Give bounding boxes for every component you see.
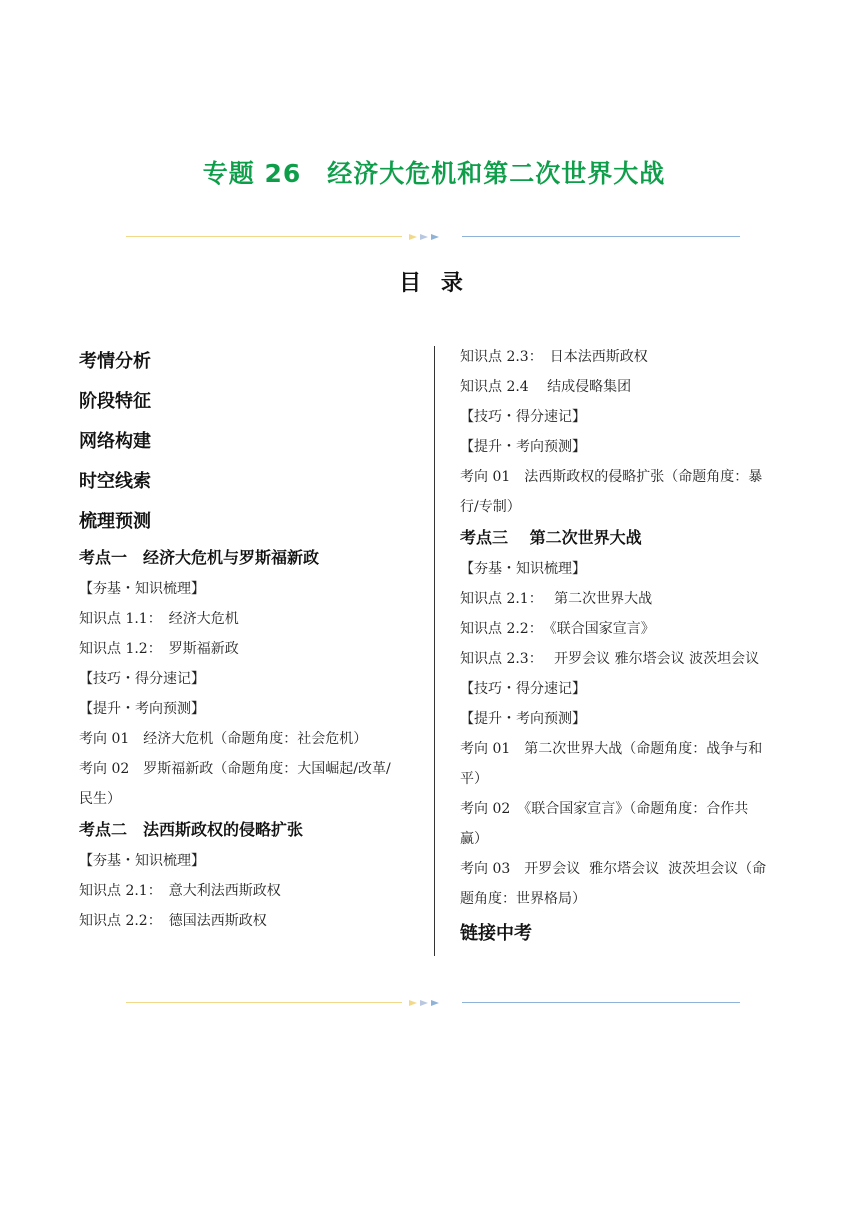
divider-arrows-icon [409, 999, 453, 1007]
divider-line-right [462, 1002, 740, 1003]
toc-entry[interactable]: 【提升・考向预测】 [79, 701, 205, 717]
divider-line-left [126, 1002, 402, 1003]
toc-entry[interactable]: 【夯基・知识梳理】 [79, 581, 205, 597]
toc-entry[interactable]: 考向 03 开罗会议 雅尔塔会议 波茨坦会议（命 题角度：世界格局） [460, 861, 767, 907]
toc-section-heading[interactable]: 网络构建 [79, 431, 151, 452]
toc-entry[interactable]: 知识点 1.1： 经济大危机 [79, 611, 239, 627]
toc-section-heading[interactable]: 链接中考 [460, 923, 532, 944]
toc-entry[interactable]: 【技巧・得分速记】 [79, 671, 205, 687]
toc-entry[interactable]: 知识点 2.1： 第二次世界大战 [460, 591, 653, 607]
toc-left-column [79, 342, 419, 936]
toc-entry[interactable]: 知识点 2.4 结成侵略集团 [460, 379, 632, 395]
toc-entry[interactable]: 考向 02 《联合国家宣言》（命题角度：合作共 赢） [460, 801, 749, 847]
column-divider [434, 346, 435, 956]
toc-right-column [460, 342, 800, 954]
page-title: 专题 26 经济大危机和第二次世界大战 [202, 159, 666, 188]
divider-arrows-icon [409, 233, 453, 241]
toc-section-heading[interactable]: 考情分析 [79, 351, 151, 372]
toc-entry[interactable]: 知识点 2.3： 日本法西斯政权 [460, 349, 648, 365]
toc-entry[interactable]: 【提升・考向预测】 [460, 439, 586, 455]
toc-entry[interactable]: 知识点 2.1： 意大利法西斯政权 [79, 883, 281, 899]
toc-section-heading[interactable]: 时空线索 [79, 471, 151, 492]
toc-section-heading[interactable]: 梳理预测 [79, 511, 151, 532]
top-divider [126, 233, 740, 241]
divider-line-left [126, 236, 402, 237]
toc-entry[interactable]: 知识点 2.2： 《联合国家宣言》 [460, 621, 655, 637]
toc-entry[interactable]: 考向 02 罗斯福新政（命题角度：大国崛起/改革/ 民生） [79, 761, 391, 807]
toc-entry[interactable]: 知识点 2.2： 德国法西斯政权 [79, 913, 267, 929]
toc-heading: 目 录 [399, 271, 469, 296]
toc-entry[interactable]: 【提升・考向预测】 [460, 711, 586, 727]
toc-entry[interactable]: 【技巧・得分速记】 [460, 681, 586, 697]
toc-kaodian-heading[interactable]: 考点三 第二次世界大战 [460, 528, 642, 547]
toc-entry[interactable]: 考向 01 法西斯政权的侵略扩张（命题角度：暴 行/专制） [460, 469, 763, 515]
toc-section-heading[interactable]: 阶段特征 [79, 391, 151, 412]
toc-kaodian-heading[interactable]: 考点一 经济大危机与罗斯福新政 [79, 548, 320, 567]
toc-entry[interactable]: 考向 01 经济大危机（命题角度：社会危机） [79, 731, 368, 747]
toc-entry[interactable]: 【技巧・得分速记】 [460, 409, 586, 425]
toc-entry[interactable]: 考向 01 第二次世界大战（命题角度：战争与和 平） [460, 741, 763, 787]
toc-entry[interactable]: 知识点 1.2： 罗斯福新政 [79, 641, 239, 657]
toc-entry[interactable]: 【夯基・知识梳理】 [460, 561, 586, 577]
toc-entry[interactable]: 知识点 2.3： 开罗会议 雅尔塔会议 波茨坦会议 [460, 651, 760, 667]
divider-line-right [462, 236, 740, 237]
toc-kaodian-heading[interactable]: 考点二 法西斯政权的侵略扩张 [79, 820, 304, 839]
toc-entry[interactable]: 【夯基・知识梳理】 [79, 853, 205, 869]
bottom-divider [126, 999, 740, 1007]
